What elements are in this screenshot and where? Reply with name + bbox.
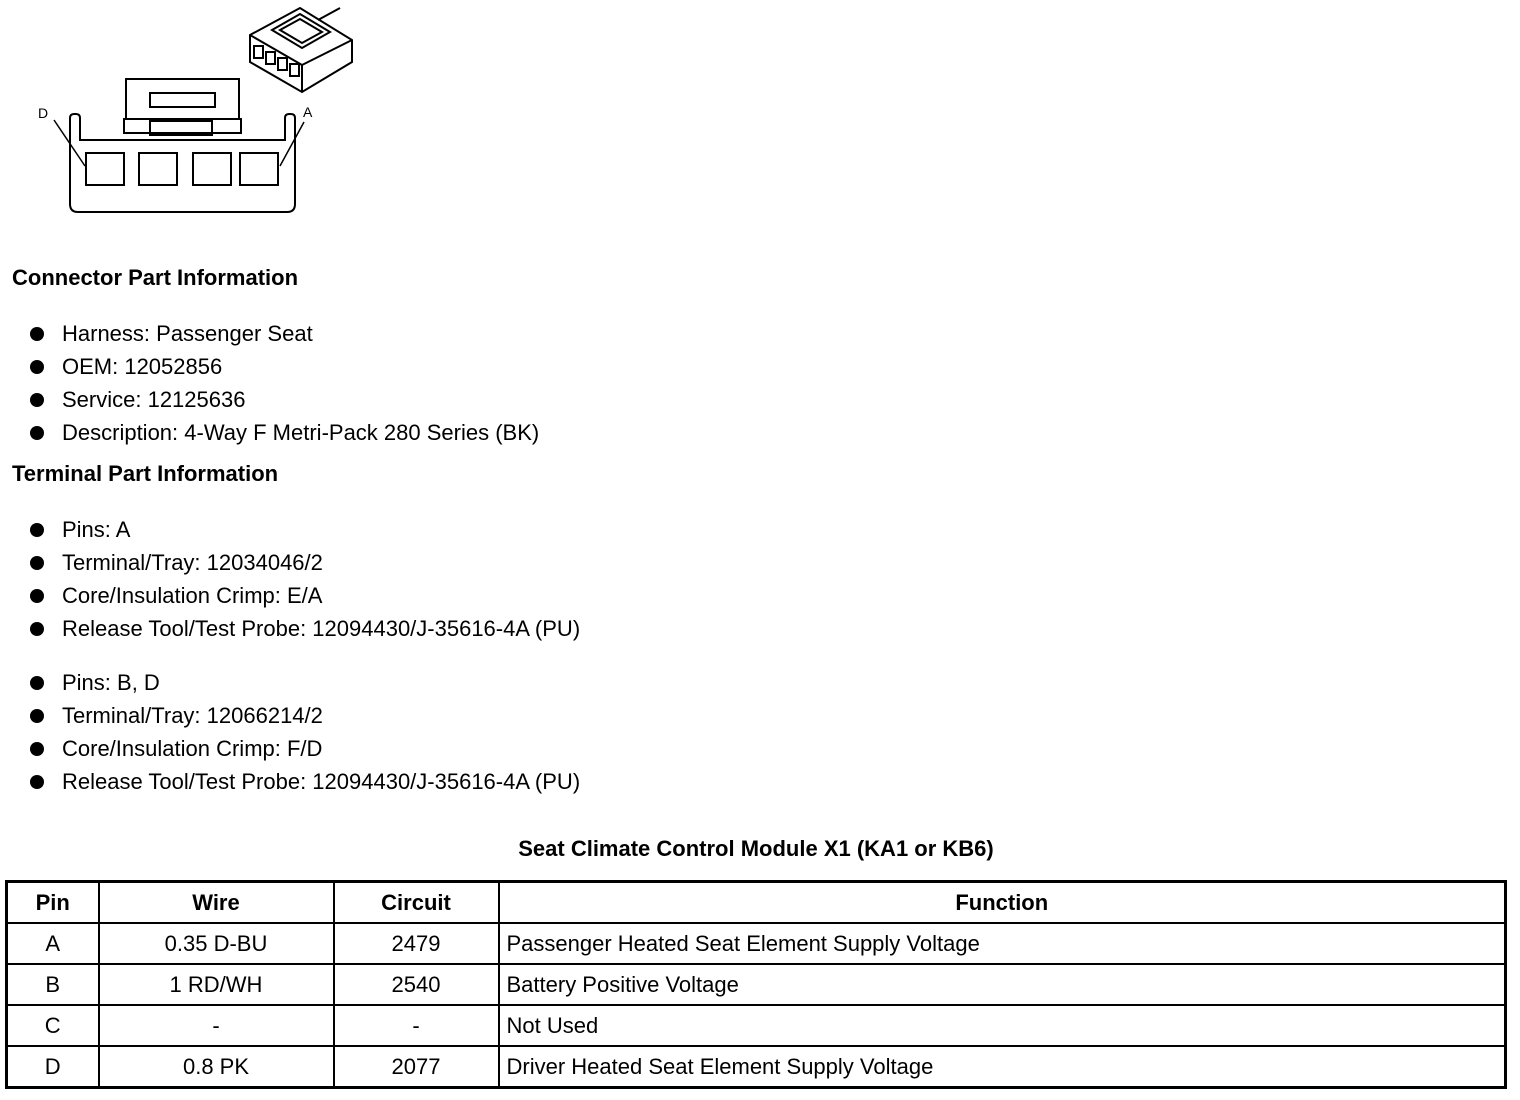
list-item-text: Description: 4-Way F Metri-Pack 280 Series (BK) — [62, 420, 540, 445]
cell-wire: 0.8 PK — [99, 1046, 334, 1088]
bullet-icon — [30, 775, 44, 789]
bullet-icon — [30, 556, 44, 570]
bullet-icon — [30, 360, 44, 374]
bullet-icon — [30, 426, 44, 440]
cell-pin: A — [7, 923, 99, 964]
list-item-text: Terminal/Tray: 12034046/2 — [62, 550, 323, 575]
cell-wire: - — [99, 1005, 334, 1046]
connector-face-diagram — [0, 0, 380, 230]
bullet-icon — [30, 676, 44, 690]
connector-3d-icon — [250, 8, 352, 92]
list-item-text: Pins: A — [62, 517, 131, 542]
cell-function: Passenger Heated Seat Element Supply Voltage — [499, 923, 1506, 964]
list-item-text: Core/Insulation Crimp: E/A — [62, 583, 323, 608]
pin-label-a: A — [303, 104, 313, 120]
bullet-icon — [30, 523, 44, 537]
cell-circuit: 2479 — [334, 923, 499, 964]
cavity-c — [139, 153, 177, 185]
list-item — [30, 579, 580, 612]
cell-function: Driver Heated Seat Element Supply Voltage — [499, 1046, 1506, 1088]
cell-circuit: - — [334, 1005, 499, 1046]
cell-pin: B — [7, 964, 99, 1005]
column-header-wire: Wire — [99, 882, 334, 924]
list-item — [30, 350, 539, 383]
column-header-pin: Pin — [7, 882, 99, 924]
cell-wire: 1 RD/WH — [99, 964, 334, 1005]
table-row — [7, 923, 1506, 964]
cell-circuit: 2540 — [334, 964, 499, 1005]
column-header-circuit: Circuit — [334, 882, 499, 924]
table-header-row — [7, 882, 1506, 924]
list-item-text: Harness: Passenger Seat — [62, 321, 313, 346]
cavity-d — [86, 153, 124, 185]
table-title: Seat Climate Control Module X1 (KA1 or KB6) — [518, 836, 994, 861]
list-item-text: Terminal/Tray: 12066214/2 — [62, 703, 323, 728]
bullet-icon — [30, 393, 44, 407]
cell-circuit: 2077 — [334, 1046, 499, 1088]
cell-wire: 0.35 D-BU — [99, 923, 334, 964]
list-item — [30, 383, 539, 416]
column-header-function: Function — [499, 882, 1506, 924]
cell-pin: D — [7, 1046, 99, 1088]
pinout-table — [5, 880, 1507, 1089]
list-item — [30, 546, 580, 579]
cavity-b — [193, 153, 231, 185]
connector-face — [54, 79, 304, 212]
terminal-part-information-heading: Terminal Part Information — [12, 461, 279, 486]
connector-part-information-heading: Connector Part Information — [12, 265, 299, 290]
cavity-a — [240, 153, 278, 185]
bullet-icon — [30, 589, 44, 603]
pin-label-d: D — [38, 105, 49, 121]
bullet-icon — [30, 327, 44, 341]
cell-pin: C — [7, 1005, 99, 1046]
list-item — [30, 765, 580, 798]
terminal-group-list — [30, 513, 580, 645]
bullet-icon — [30, 709, 44, 723]
connector-part-list — [30, 317, 539, 449]
list-item — [30, 612, 580, 645]
list-item-text: Pins: B, D — [62, 670, 160, 695]
list-item — [30, 699, 580, 732]
list-item-text: Core/Insulation Crimp: F/D — [62, 736, 323, 761]
list-item — [30, 732, 580, 765]
cell-function: Battery Positive Voltage — [499, 964, 1506, 1005]
table-row — [7, 964, 1506, 1005]
list-item — [30, 666, 580, 699]
table-row — [7, 1046, 1506, 1088]
terminal-group-list — [30, 666, 580, 798]
bullet-icon — [30, 622, 44, 636]
list-item-text: Release Tool/Test Probe: 12094430/J-35616-4A (PU) — [62, 769, 581, 794]
list-item — [30, 513, 580, 546]
list-item — [30, 416, 539, 449]
list-item — [30, 317, 539, 350]
cell-function: Not Used — [499, 1005, 1506, 1046]
table-row — [7, 1005, 1506, 1046]
bullet-icon — [30, 742, 44, 756]
list-item-text: OEM: 12052856 — [62, 354, 223, 379]
list-item-text: Service: 12125636 — [62, 387, 246, 412]
list-item-text: Release Tool/Test Probe: 12094430/J-35616-4A (PU) — [62, 616, 581, 641]
